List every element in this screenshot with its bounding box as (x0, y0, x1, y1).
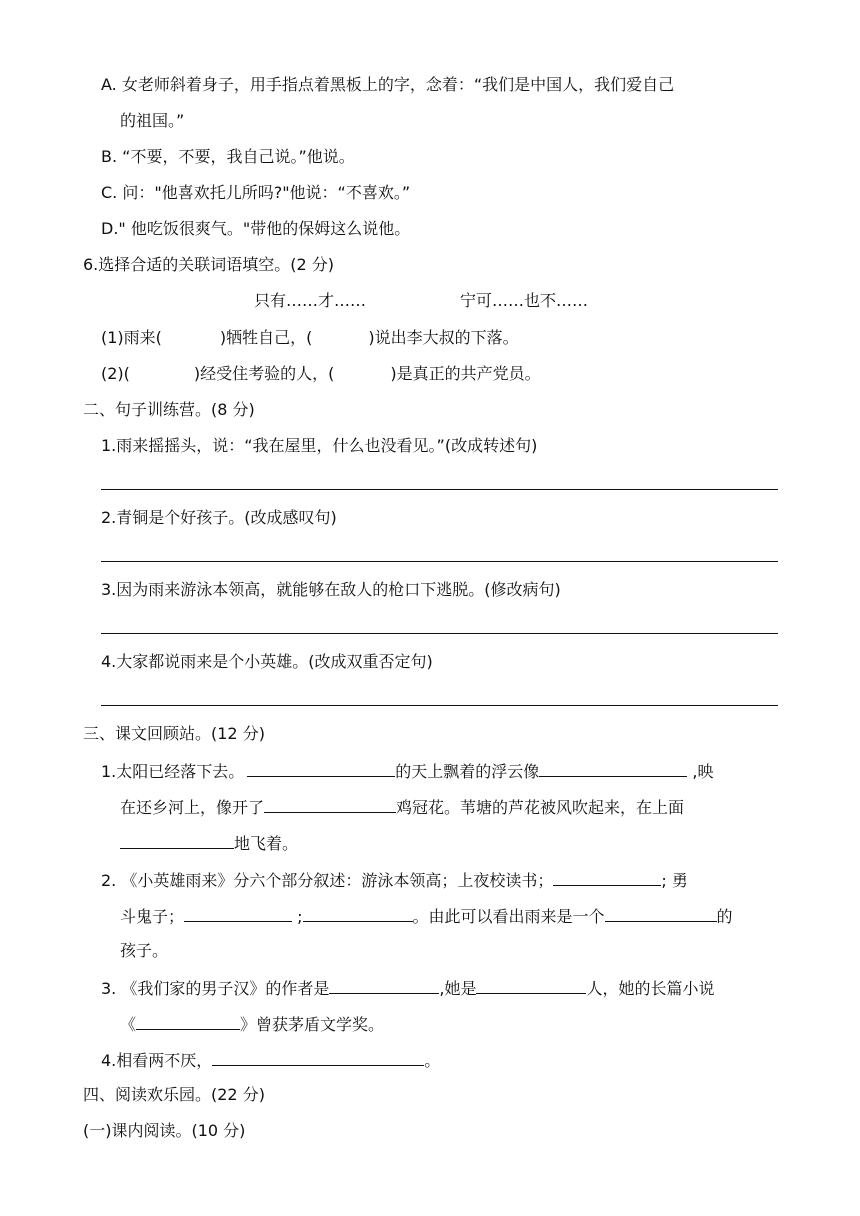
fill-blank[interactable] (184, 904, 292, 922)
section3-heading: 三、课文回顾站。(12 分) (83, 724, 265, 743)
fill-blank[interactable] (605, 904, 717, 922)
option-a-line1: A. 女老师斜着身子，用手指点着黑板上的字，念着：“我们是中国人，我们爱自己 (101, 75, 675, 94)
fill-blank[interactable] (136, 1012, 240, 1030)
section2-heading: 二、句子训练营。(8 分) (83, 400, 255, 419)
fill-blank[interactable] (212, 1048, 424, 1066)
s2-question-2: 2.青铜是个好孩子。(改成感叹句) (101, 508, 337, 527)
option-b: B. “不要，不要，我自己说。”他说。 (101, 147, 355, 166)
q6-sentence-1: (1)雨来( )牺牲自己，( )说出李大叔的下落。 (101, 328, 519, 347)
s3-q3-line2: 《 》曾获茅盾文学奖。 (120, 1012, 384, 1036)
answer-line-2[interactable] (101, 561, 778, 562)
answer-line-4[interactable] (101, 705, 778, 706)
fill-blank[interactable] (247, 759, 395, 777)
fill-blank[interactable] (303, 904, 413, 922)
fill-blank[interactable] (120, 831, 234, 849)
s3-q2-line2: 斗鬼子； ; 。由此可以看出雨来是一个 的 (120, 904, 733, 928)
fill-blank[interactable] (476, 976, 586, 994)
section4-subheading: (一)课内阅读。(10 分) (83, 1121, 246, 1140)
s3-q1-line1: 1.太阳已经落下去。 的天上飘着的浮云像 ,映 (101, 759, 713, 783)
fill-blank[interactable] (539, 759, 687, 777)
option-c: C. 问："他喜欢托儿所吗?"他说：“不喜欢。” (101, 183, 411, 202)
s2-question-3: 3.因为雨来游泳本领高，就能够在敌人的枪口下逃脱。(修改病句) (101, 580, 561, 599)
answer-line-3[interactable] (101, 633, 778, 634)
section4-heading: 四、阅读欢乐园。(22 分) (83, 1085, 265, 1104)
s3-q3-line1: 3. 《我们家的男子汉》的作者是 ,她是 人，她的长篇小说 (101, 976, 714, 1000)
q6-word-option-2: 宁可……也不…… (460, 291, 589, 310)
q6-sentence-2: (2)( )经受住考验的人，( )是真正的共产党员。 (101, 364, 541, 383)
s3-q2-line1: 2. 《小英雄雨来》分六个部分叙述：游泳本领高；上夜校读书； ; 勇 (101, 868, 688, 892)
s2-question-1: 1.雨来摇摇头，说：“我在屋里，什么也没看见。”(改成转述句) (101, 436, 538, 455)
s2-question-4: 4.大家都说雨来是个小英雄。(改成双重否定句) (101, 652, 433, 671)
fill-blank[interactable] (264, 795, 396, 813)
s3-q1-line3: 地飞着。 (120, 831, 298, 855)
s3-q2-line3: 孩子。 (120, 941, 169, 960)
s3-q4: 4.相看两不厌， 。 (101, 1048, 440, 1072)
option-d: D." 他吃饭很爽气。"带他的保姆这么说他。 (101, 219, 411, 238)
answer-line-1[interactable] (101, 489, 778, 490)
fill-blank[interactable] (329, 976, 439, 994)
fill-blank[interactable] (553, 868, 661, 886)
q6-title: 6.选择合适的关联词语填空。(2 分) (83, 255, 335, 274)
q6-word-option-1: 只有……才…… (254, 291, 367, 310)
option-a-line2: 的祖国。” (120, 111, 185, 130)
s3-q1-line2: 在还乡河上，像开了 鸡冠花。苇塘的芦花被风吹起来，在上面 (120, 795, 684, 819)
